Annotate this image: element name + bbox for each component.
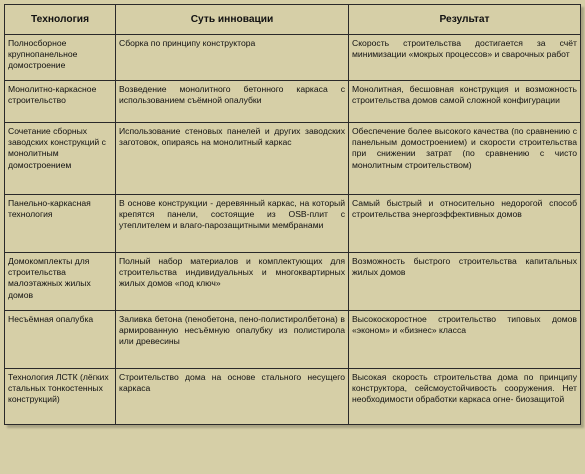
cell-technology: Домокомплекты для строительства малоэтажных жилых домов <box>5 253 116 311</box>
header-result: Результат <box>349 5 581 35</box>
table-row <box>5 123 581 195</box>
innovation-table <box>4 4 581 425</box>
table-row <box>5 35 581 81</box>
cell-technology: Полносборное крупнопанельное домостроение <box>5 35 116 81</box>
cell-technology: Монолитно-каркасное строительство <box>5 81 116 123</box>
table-row <box>5 253 581 311</box>
cell-result: Монолитная, бесшовная конструкция и возможность строительства домов самой сложной конфигурации <box>349 81 581 123</box>
table-header-row <box>5 5 581 35</box>
cell-result: Скорость строительства достигается за счёт минимизации «мокрых процессов» и сварочных работ <box>349 35 581 81</box>
cell-essence: Использование стеновых панелей и других заводских заготовок, опираясь на монолитный каркас <box>116 123 349 195</box>
cell-essence: Строительство дома на основе стального несущего каркаса <box>116 369 349 425</box>
cell-essence: В основе конструкции - деревянный каркас, на который крепятся панели, состоящие из OSB-плит с утеплителем и влаго-парозащитными мембранами <box>116 195 349 253</box>
cell-technology: Технология ЛСТК (лёгких стальных тонкостенных конструкций) <box>5 369 116 425</box>
table-row <box>5 369 581 425</box>
cell-result: Обеспечение более высокого качества (по сравнению с панельным домостроением) и скорости строительства при снижении затрат (по сравнению с чисто монолитным строительством) <box>349 123 581 195</box>
header-technology: Технология <box>5 5 116 35</box>
cell-technology: Панельно-каркасная технология <box>5 195 116 253</box>
cell-result: Высокая скорость строительства дома по принципу конструктора, сейсмоустойчивость сооружения. Нет необходимости обработки каркаса огне- биозащитой <box>349 369 581 425</box>
cell-essence: Возведение монолитного бетонного каркаса с использованием съёмной опалубки <box>116 81 349 123</box>
table-row <box>5 81 581 123</box>
cell-essence: Заливка бетона (пенобетона, пено-полистиролбетона) в армированную несъёмную опалубку из полистирола или древесины <box>116 311 349 369</box>
table-row <box>5 311 581 369</box>
header-essence: Суть инновации <box>116 5 349 35</box>
cell-essence: Полный набор материалов и комплектующих для строительства индивидуальных и многоквартирных жилых домов «под ключ» <box>116 253 349 311</box>
cell-result: Самый быстрый и относительно недорогой способ строительства энергоэффективных домов <box>349 195 581 253</box>
cell-technology: Несъёмная опалубка <box>5 311 116 369</box>
cell-essence: Сборка по принципу конструктора <box>116 35 349 81</box>
cell-result: Высокоскоростное строительство типовых домов «эконом» и «бизнес» класса <box>349 311 581 369</box>
table-row <box>5 195 581 253</box>
cell-result: Возможность быстрого строительства капитальных жилых домов <box>349 253 581 311</box>
cell-technology: Сочетание сборных заводских конструкций с монолитным домостроением <box>5 123 116 195</box>
